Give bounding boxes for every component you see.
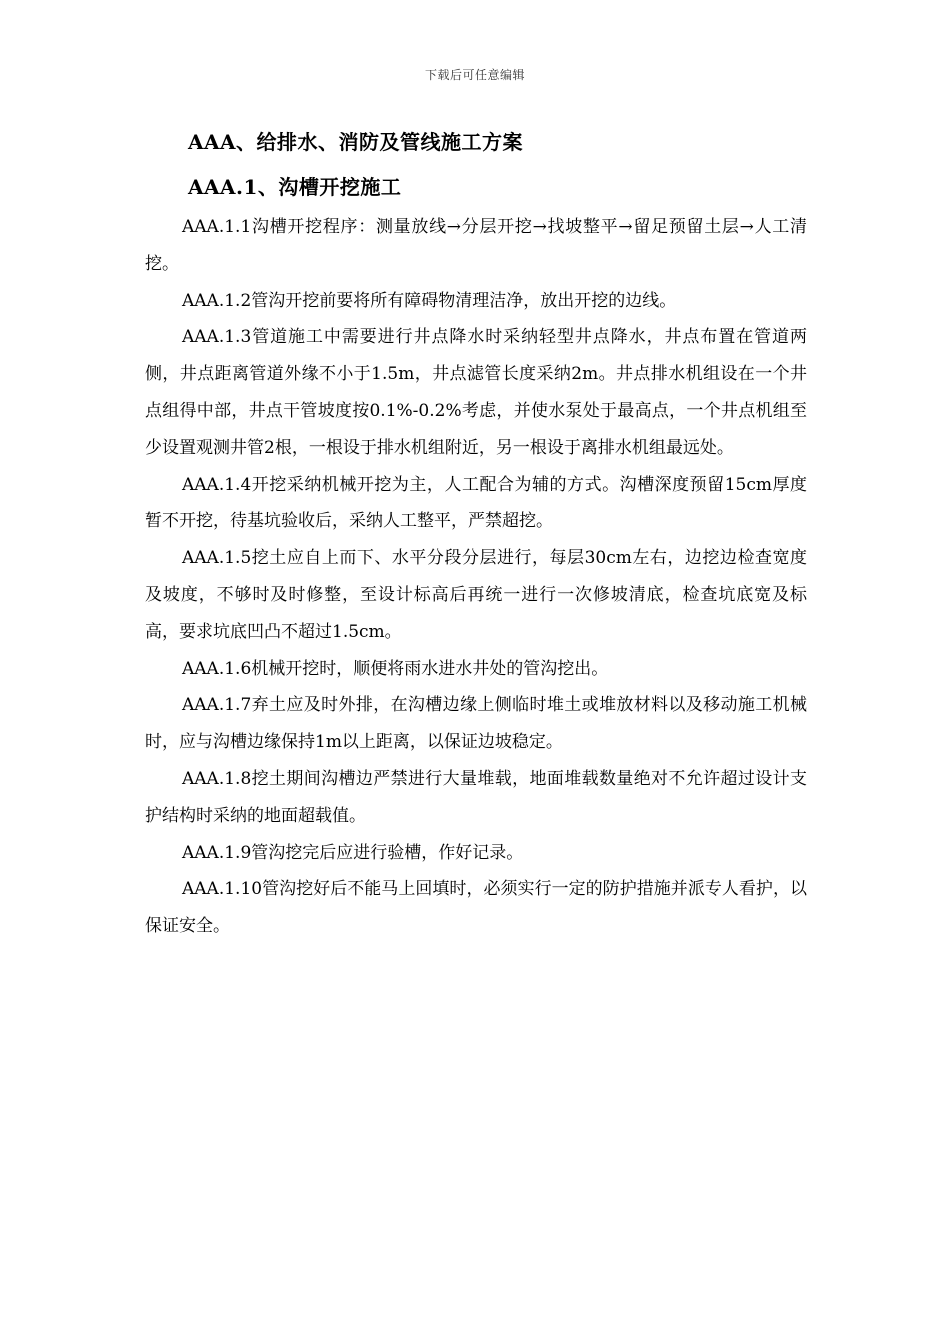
paragraph-1-5: AAA.1.5挖土应自上而下、水平分段分层进行，每层30cm左右，边挖边检查宽度及坡度，不够时及时修整，至设计标高后再统一进行一次修坡清底，检查坑底宽及标高，要求坑底凹凸不超过1.5cm。 xyxy=(145,548,807,642)
section-title: AAA.1、沟槽开挖施工 xyxy=(188,175,402,199)
paragraph-1-4: AAA.1.4开挖采纳机械开挖为主，人工配合为辅的方式。沟槽深度预留15cm厚度暂不开挖，待基坑验收后，采纳人工整平，严禁超挖。 xyxy=(145,474,807,532)
header-note: 下载后可任意编辑 xyxy=(424,68,525,82)
paragraph-1-3: AAA.1.3管道施工中需要进行井点降水时采纳轻型井点降水，井点布置在管道两侧，井点距离管道外缘不小于1.5m，井点滤管长度采纳2m。井点排水机组设在一个井点组得中部，井点干管坡度按0.1%-0.2%考虑，并使水泵处于最高点，一个井点机组至少设置观测井管2根，一根设于排水机组附近，另一根设于离排水机组最远处。 xyxy=(145,327,807,458)
paragraph-1-8: AAA.1.8挖土期间沟槽边严禁进行大量堆载，地面堆载数量绝对不允许超过设计支护结构时采纳的地面超载值。 xyxy=(145,768,807,826)
document-title: AAA、给排水、消防及管线施工方案 xyxy=(188,130,524,154)
paragraph-1-2: AAA.1.2管沟开挖前要将所有障碍物清理洁净，放出开挖的边线。 xyxy=(182,290,677,311)
paragraph-1-7: AAA.1.7弃土应及时外排，在沟槽边缘上侧临时堆土或堆放材料以及移动施工机械时，应与沟槽边缘保持1m以上距离，以保证边坡稳定。 xyxy=(145,695,807,753)
paragraph-1-6: AAA.1.6机械开挖时，顺便将雨水进水井处的管沟挖出。 xyxy=(182,658,609,679)
paragraph-1-1: AAA.1.1沟槽开挖程序：测量放线→分层开挖→找坡整平→留足预留土层→人工清挖。 xyxy=(145,217,807,274)
body-text xyxy=(145,209,807,945)
paragraph-1-10: AAA.1.10管沟挖好后不能马上回填时，必须实行一定的防护措施并派专人看护，以保证安全。 xyxy=(145,879,807,937)
paragraph-1-9: AAA.1.9管沟挖完后应进行验槽，作好记录。 xyxy=(182,842,524,863)
